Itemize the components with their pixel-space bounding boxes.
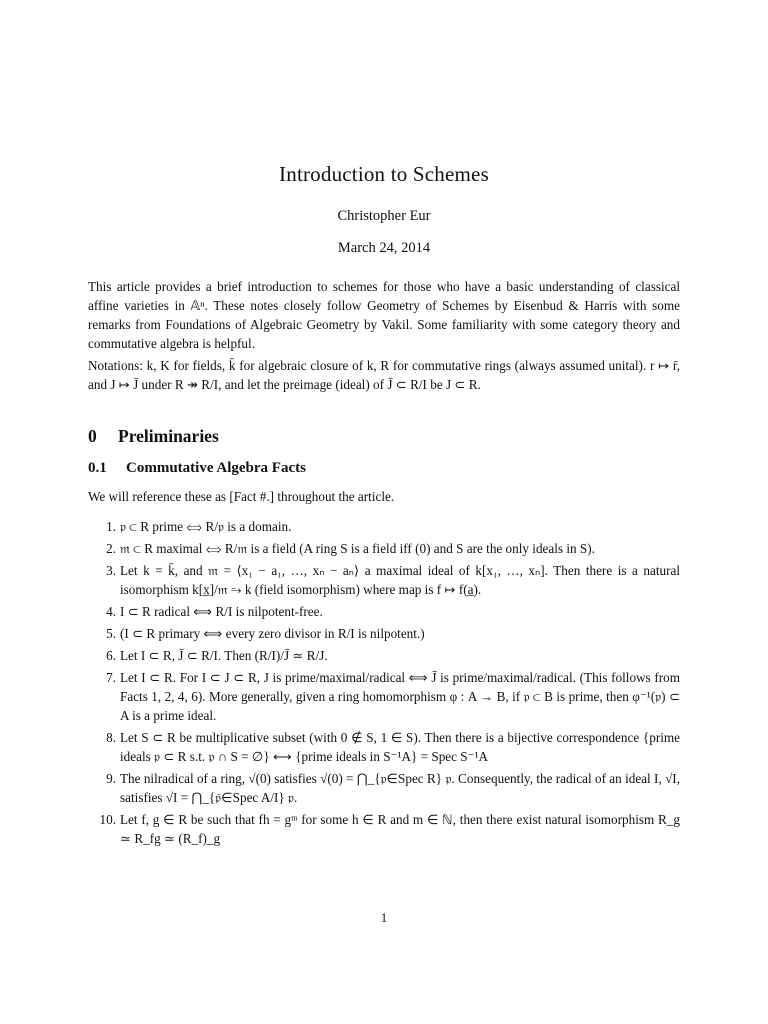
paper-title: Introduction to Schemes: [279, 162, 489, 186]
section-number: 0: [88, 426, 97, 446]
item-text: Let S ⊂ R be multiplicative subset (with 0 ∉ S, 1 ∈ S). Then there is a bijective correspondence {prime ideals 𝔭 ⊂ R s.t. 𝔭 ∩ S = ∅} ⟷ {prime ideals in S⁻¹A} = Spec S⁻¹A: [120, 730, 680, 764]
list-item: [88, 561, 680, 599]
section-heading: [88, 426, 219, 447]
item-number: 10.: [99, 812, 116, 827]
item-number: 4.: [106, 604, 116, 619]
subsection-heading: [88, 460, 306, 477]
list-item: [88, 539, 680, 558]
item-number: 3.: [106, 563, 116, 578]
list-item: [88, 646, 680, 665]
subsection-title: Commutative Algebra Facts: [126, 460, 306, 476]
item-number: 1.: [106, 519, 116, 534]
abstract-paragraph: This article provides a brief introduction to schemes for those who have a basic understanding of classical affine varieties in 𝔸ⁿ. These notes closely follow Geometry of Schemes by Eisenbud & Harris with some remarks from Foundations of Algebraic Geometry by Vakil. Some familiarity with some category theory and commutative algebra is helpful.: [88, 279, 680, 351]
subsection-number: 0.1: [88, 460, 107, 476]
item-text: Let I ⊂ R. For I ⊂ J ⊂ R, J is prime/maximal/radical ⟺ J̄ is prime/maximal/radical. (This follows from Facts 1, 2, 4, 6). More generally, given a ring homomorphism φ : A → B, if 𝔭 ⊂ B is prime, then φ⁻¹(𝔭) ⊂ A is a prime ideal.: [120, 670, 680, 723]
list-item: [88, 769, 680, 807]
item-text: 𝔭 ⊂ R prime ⟺ R/𝔭 is a domain.: [120, 519, 292, 534]
section-title: Preliminaries: [118, 426, 219, 446]
facts-list: [88, 517, 680, 851]
item-number: 5.: [106, 626, 116, 641]
item-number: 7.: [106, 670, 116, 685]
list-item: [88, 728, 680, 766]
page-number: 1: [380, 910, 388, 925]
item-text: Let k = k̄, and 𝔪 = ⟨x₁ − a₁, …, xₙ − aₙ⟩ a maximal ideal of k[x₁, …, xₙ]. Then there is a natural isomorphism k[x̲]/𝔪 ⥲ k (field isomorphism) where map is f ↦ f(a̲).: [120, 563, 680, 597]
item-text: Let I ⊂ R, J̄ ⊂ R/I. Then (R/I)/J̄ ≃ R/J.: [120, 648, 328, 663]
list-item: [88, 810, 680, 848]
item-text: I ⊂ R radical ⟺ R/I is nilpotent-free.: [120, 604, 323, 619]
list-item: [88, 517, 680, 536]
item-text: 𝔪 ⊂ R maximal ⟺ R/𝔪 is a field (A ring S is a field iff (0) and S are the only ideals in S).: [120, 541, 595, 556]
notations-paragraph: Notations: k, K for fields, k̄ for algebraic closure of k, R for commutative rings (always assumed unital). r ↦ r̄, and J ↦ J̄ under R ↠ R/I, and let the preimage (ideal) of J̄ ⊂ R/I be J ⊂ R.: [88, 358, 680, 392]
item-number: 8.: [106, 730, 116, 745]
list-item: [88, 602, 680, 621]
paper-date: March 24, 2014: [337, 240, 431, 256]
item-number: 6.: [106, 648, 116, 663]
facts-intro: We will reference these as [Fact #.] throughout the article.: [88, 489, 395, 504]
list-item: [88, 668, 680, 725]
item-text: (I ⊂ R primary ⟺ every zero divisor in R/I is nilpotent.): [120, 626, 425, 641]
item-number: 2.: [106, 541, 116, 556]
list-item: [88, 624, 680, 643]
item-text: Let f, g ∈ R be such that fh = gᵐ for some h ∈ R and m ∈ ℕ, then there exist natural isomorphism R_g ≃ R_fg ≃ (R_f)_g: [120, 812, 680, 846]
author-name: Christopher Eur: [337, 208, 431, 224]
item-number: 9.: [106, 771, 116, 786]
item-text: The nilradical of a ring, √(0) satisfies √(0) = ⋂_{𝔭∈Spec R} 𝔭. Consequently, the radical of an ideal I, √I, satisfies √I = ⋂_{𝔭̄∈Spec A/I} 𝔭.: [120, 771, 680, 805]
